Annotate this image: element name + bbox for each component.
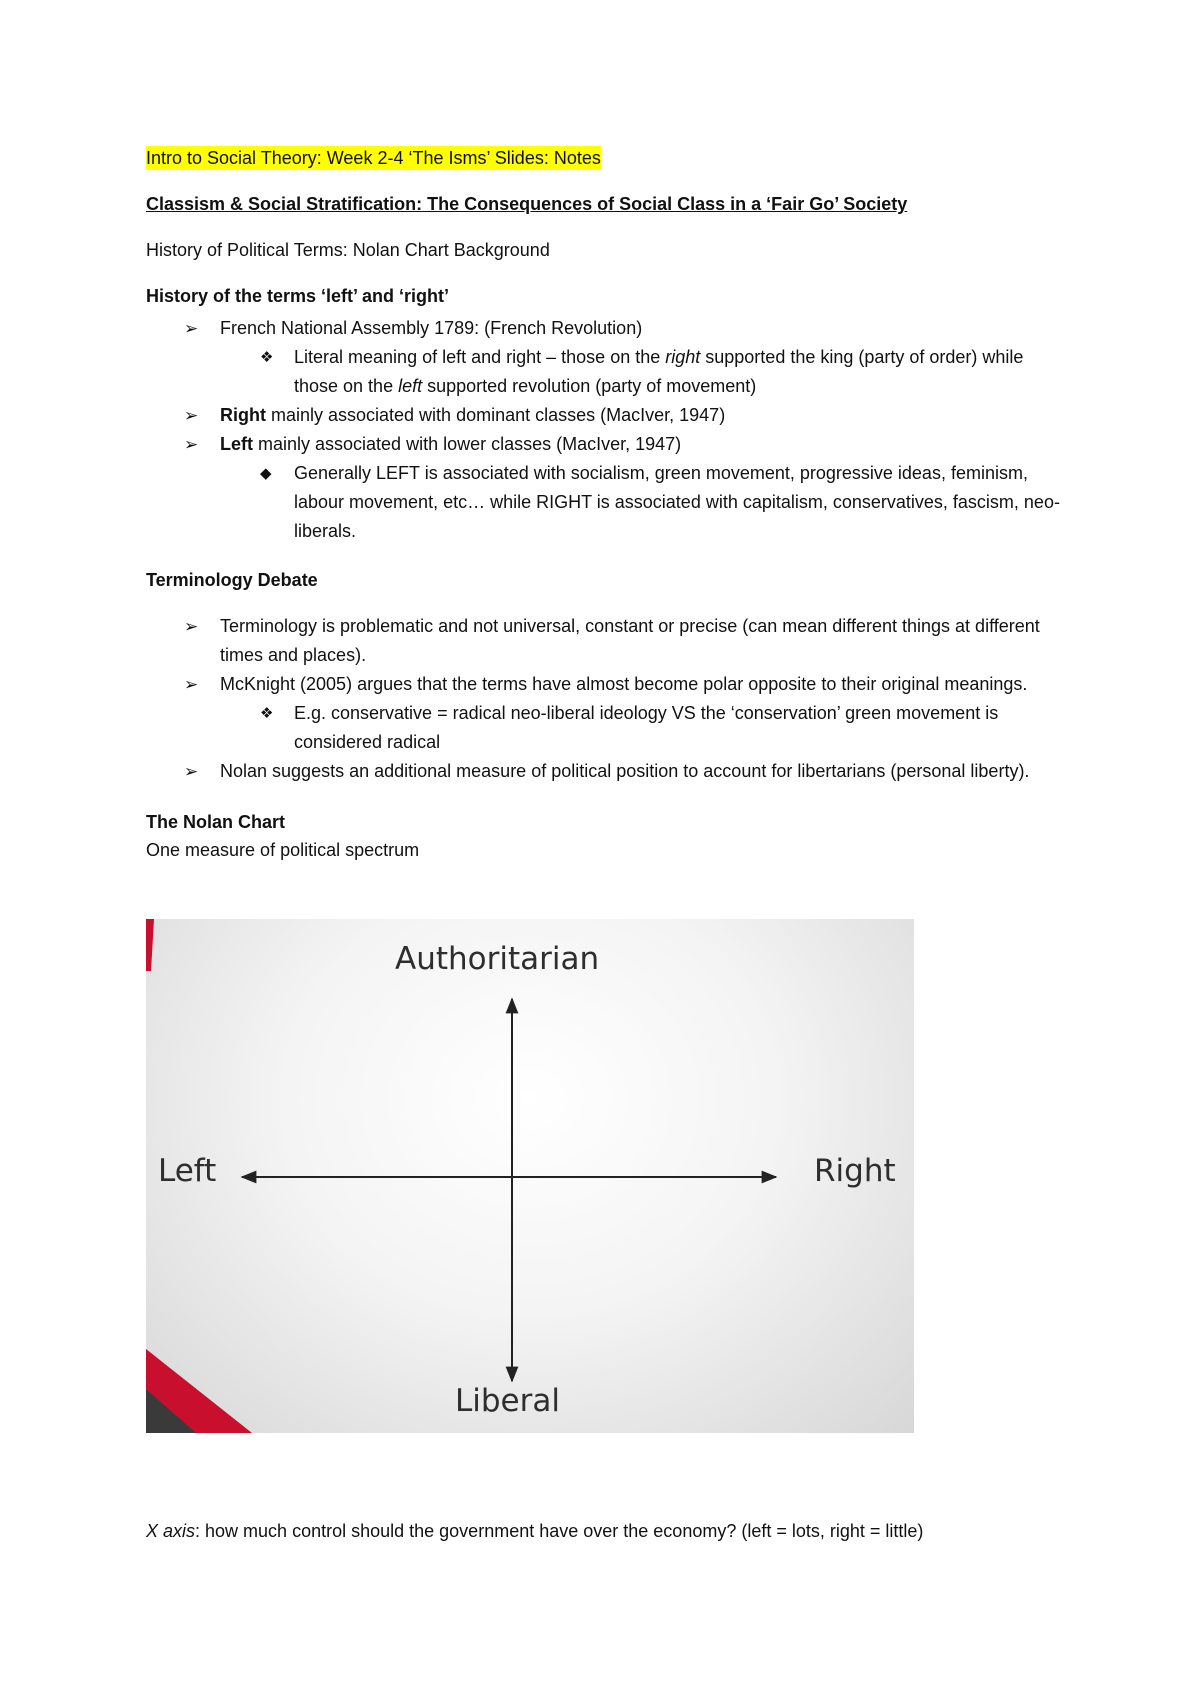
left-right-heading: History of the terms ‘left’ and ‘right’ [146, 286, 450, 306]
sub-list-item [220, 699, 1066, 757]
sub-item-text-a: Literal meaning of left and right – those on the [294, 347, 666, 367]
sub-item-text: E.g. conservative = radical neo-liberal ideology VS the ‘conservation’ green movement is considered radical [294, 703, 999, 752]
arrow-bullet-icon: ➢ [184, 406, 199, 425]
x-axis-label: X axis [146, 1521, 196, 1541]
sub-list [220, 699, 1066, 757]
axis-label-left: Left [158, 1153, 217, 1189]
list-item-text: French National Assembly 1789: (French Revolution) [220, 318, 643, 338]
list-item [146, 757, 1066, 786]
diamond-dots-bullet-icon: ❖ [260, 349, 274, 366]
diamond-bullet-icon: ◆ [260, 465, 272, 482]
history-subheading: History of Political Terms: Nolan Chart Background [146, 240, 550, 260]
sub-list-item [220, 459, 1066, 546]
list-item [146, 670, 1066, 757]
document-title: Intro to Social Theory: Week 2-4 ‘The Isms’ Slides: Notes [146, 148, 601, 168]
nolan-subheading: One measure of political spectrum [146, 840, 420, 860]
arrow-bullet-icon: ➢ [184, 617, 199, 636]
list-item-text: Terminology is problematic and not universal, constant or precise (can mean different things at different times and places). [220, 616, 1040, 665]
list-item-bold: Right [220, 405, 266, 425]
diamond-dots-bullet-icon: ❖ [260, 705, 274, 722]
list-item [146, 314, 1066, 401]
arrow-bullet-icon: ➢ [184, 435, 199, 454]
document-body [146, 146, 1066, 862]
nolan-chart-image [146, 919, 914, 1433]
sub-list [220, 343, 1066, 401]
sub-list [220, 459, 1066, 546]
sub-item-text-c: supported the king (party of order) while those on the [294, 347, 1024, 396]
sub-item-text: Generally LEFT is associated with socialism, green movement, progressive ideas, feminism, labour movement, etc… while RIGHT is associated with capitalism, conservatives, fascism, neo-liberals. [294, 463, 1060, 541]
x-axis-text: : how much control should the government have over the economy? (left = lots, right = little) [195, 1521, 924, 1541]
list-item [146, 430, 1066, 546]
list-item-bold: Left [220, 434, 253, 454]
section-heading: Classism & Social Stratification: The Consequences of Social Class in a ‘Fair Go’ Society [146, 194, 908, 214]
axis-label-right: Right [814, 1153, 896, 1189]
arrow-bullet-icon: ➢ [184, 762, 199, 781]
red-corner-accent-top [146, 919, 154, 971]
axis-label-top: Authoritarian [395, 941, 600, 977]
list-item-text: McKnight (2005) argues that the terms have almost become polar opposite to their original meanings. [220, 674, 1028, 694]
axis-label-bottom: Liberal [455, 1383, 560, 1419]
sub-item-text-e: supported revolution (party of movement) [422, 376, 757, 396]
list-item-text: mainly associated with dominant classes (MacIver, 1947) [265, 405, 726, 425]
arrow-bullet-icon: ➢ [184, 319, 199, 338]
arrow-bullet-icon: ➢ [184, 675, 199, 694]
terminology-heading: Terminology Debate [146, 570, 318, 590]
list-item [146, 612, 1066, 670]
sub-item-text-right: right [665, 347, 701, 367]
list-item-text: Nolan suggests an additional measure of political position to account for libertarians (personal liberty). [220, 761, 1030, 781]
nolan-chart-svg [146, 919, 914, 1433]
sub-list-item [220, 343, 1066, 401]
list-item-text: mainly associated with lower classes (MacIver, 1947) [253, 434, 682, 454]
terminology-list [146, 612, 1066, 786]
sub-item-text-left: left [398, 376, 423, 396]
left-right-list [146, 314, 1066, 546]
x-axis-note [146, 1518, 923, 1544]
list-item [146, 401, 1066, 430]
nolan-heading: The Nolan Chart [146, 812, 286, 832]
